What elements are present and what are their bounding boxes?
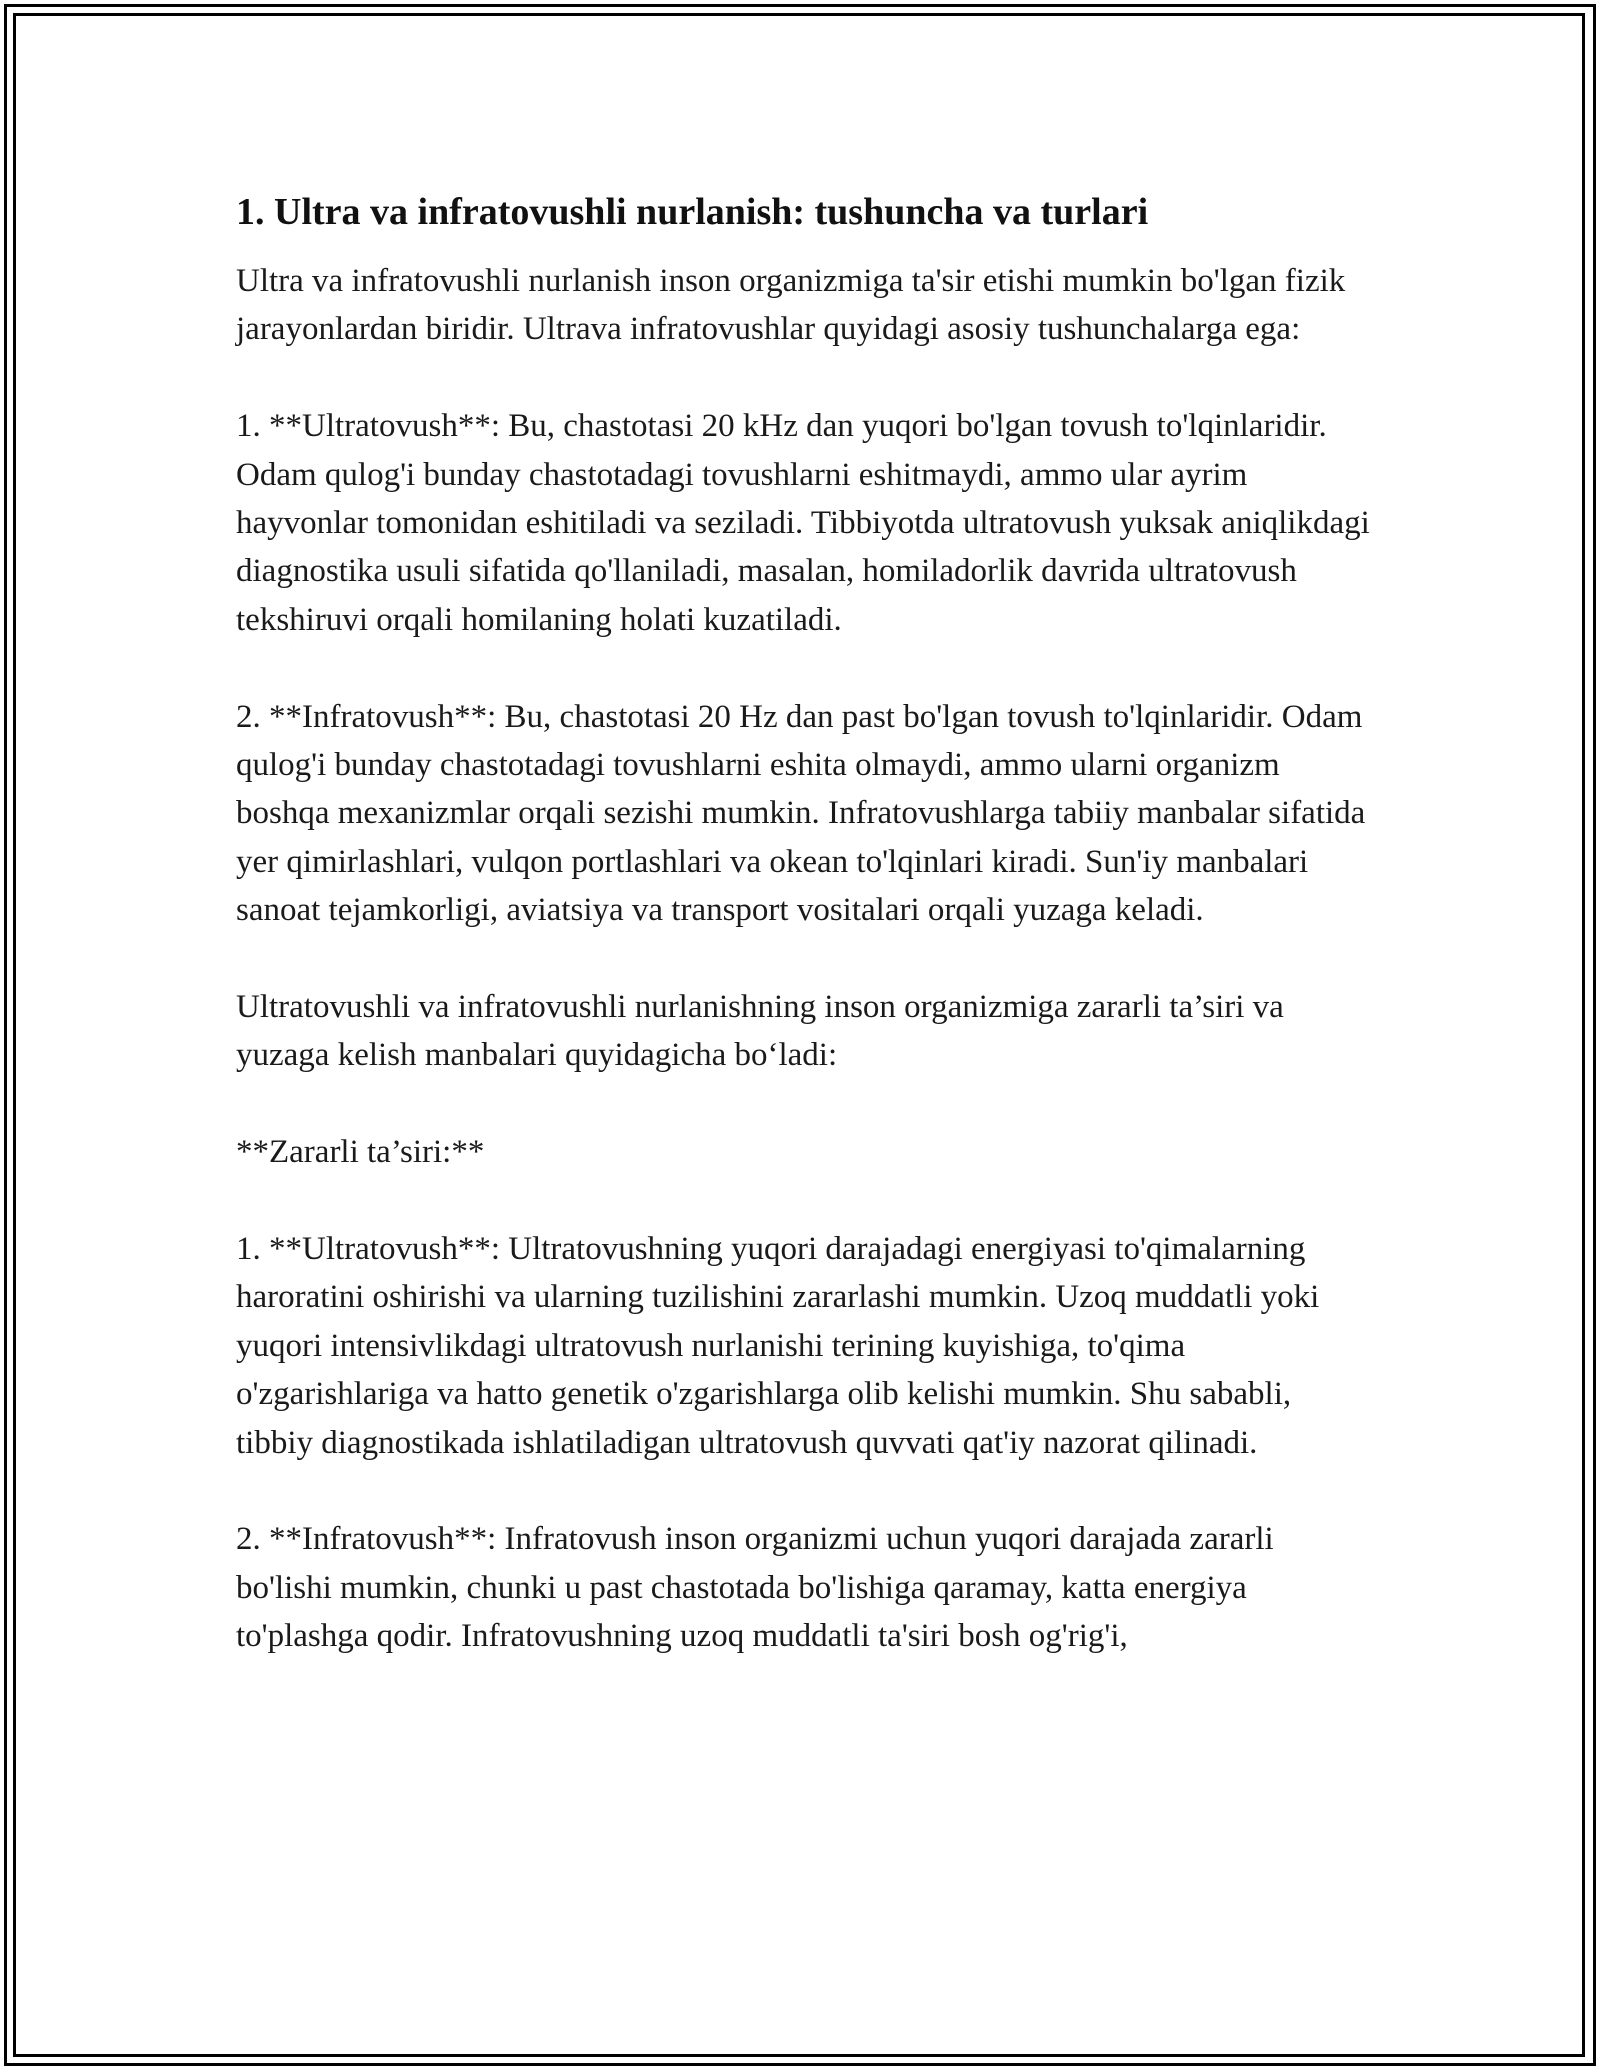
paragraph-gap	[236, 644, 1376, 692]
section-heading: 1. Ultra va infratovushli nurlanish: tushuncha va turlari	[236, 191, 1149, 233]
paragraph-gap	[236, 1177, 1376, 1225]
paragraph-gap	[236, 354, 1376, 402]
harm-subheading: **Zararli ta’siri:**	[236, 1134, 485, 1171]
paragraph-gap	[236, 1467, 1376, 1515]
document-body	[236, 187, 1376, 1661]
infrasound-definition-paragraph: 2. **Infratovush**: Bu, chastotasi 20 Hz dan past bo'lgan tovush to'lqinlaridir. Odam qulog'i bunday chastotadagi tovushlarni eshita olmaydi, ammo ularni organizm boshqa mexanizmlar orqali sezishi mumkin. Infratovushlarga tabiiy manbalar sifatida yer qimirlashlari, vulqon portlashlari va okean to'lqinlari kiradi. Sun'iy manbalari sanoat tejamkorligi, aviatsiya va transport vositalari orqali yuzaga keladi.	[236, 698, 1366, 929]
infrasound-harm-paragraph: 2. **Infratovush**: Infratovush inson organizmi uchun yuqori darajada zararli bo'lishi mumkin, chunki u past chastotada bo'lishiga qaramay, katta energiya to'plashga qodir. Infratovushning uzoq muddatli ta'siri bosh og'rig'i,	[236, 1521, 1274, 1655]
harm-intro-paragraph: Ultratovushli va infratovushli nurlanishning inson organizmiga zararli ta’siri va yuzaga kelish manbalari quyidagicha bo‘ladi:	[236, 989, 1284, 1074]
paragraph-gap	[236, 935, 1376, 983]
ultrasound-harm-paragraph: 1. **Ultratovush**: Ultratovushning yuqori darajadagi energiyasi to'qimalarning haroratini oshirishi va ularning tuzilishini zararlashi mumkin. Uzoq muddatli yoki yuqori intensivlikdagi ultratovush nurlanishi terining kuyishiga, to'qima o'zgarishlariga va hatto genetik o'zgarishlarga olib kelishi mumkin. Shu sababli, tibbiy diagnostikada ishlatiladigan ultratovush quvvati qat'iy nazorat qilinadi.	[236, 1231, 1320, 1461]
paragraph-gap	[236, 1080, 1376, 1128]
ultrasound-definition-paragraph: 1. **Ultratovush**: Bu, chastotasi 20 kHz dan yuqori bo'lgan tovush to'lqinlaridir. Odam qulog'i bunday chastotadagi tovushlarni eshitmaydi, ammo ular ayrim hayvonlar tomonidan eshitiladi va seziladi. Tibbiyotda ultratovush yuksak aniqlikdagi diagnostika usuli sifatida qo'llaniladi, masalan, homiladorlik davrida ultratovush tekshiruvi orqali homilaning holati kuzatiladi.	[236, 408, 1370, 638]
intro-paragraph: Ultra va infratovushli nurlanish inson organizmiga ta'sir etishi mumkin bo'lgan fizik jarayonlardan biridir. Ultrava infratovushlar quyidagi asosiy tushunchalarga ega:	[236, 263, 1346, 348]
